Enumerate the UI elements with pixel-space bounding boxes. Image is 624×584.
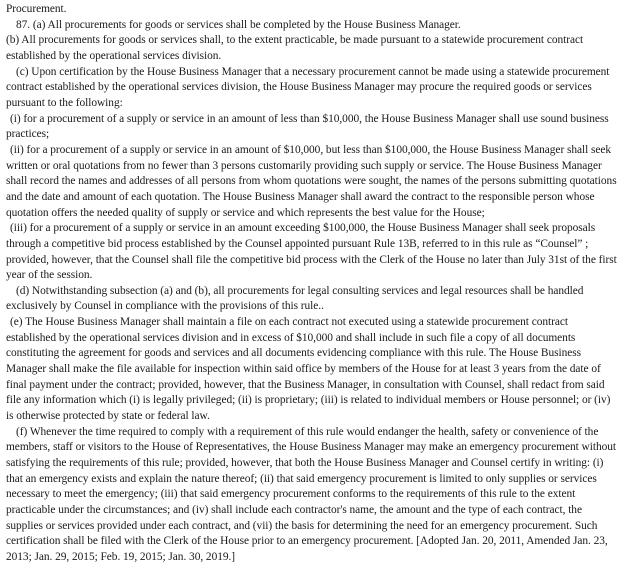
paragraph-c-iii: (iii) for a procurement of a supply or service in an amount exceeding $100,000, the House Business Manager shall seek proposals through a competitive bid process established by the Counsel appointed pursuant Rule 13B, referred to in this rule as “Counsel” ; provided, however, that the Counsel shall file the competitive bid process with the Clerk of the House no later than July 31st of the first year of the session. [6,222,617,282]
paragraph-e: (e) The House Business Manager shall maintain a file on each contract not executed using a statewide procurement contract established by the operational services division and in excess of $10,000 and shall include in such file a copy of all documents constituting the agreement for goods and services and all documents evidencing compliance with this rule. The House Business Manager shall make the file available for inspection within said office by members of the House for at least 3 years from the date of final payment under the contract; provided, however, that the Business Manager, in consultation with Counsel, shall redact from said file any information which (i) is legally privileged; (ii) is proprietary; (iii) is related to individual members or House personnel; or (iv) is otherwise protected by state or federal law. [6,316,611,423]
section-heading: Procurement. [6,3,67,15]
paragraph-87a: 87. (a) All procurements for goods or services shall be completed by the House Business Manager. [16,18,461,31]
paragraph-c: (c) Upon certification by the House Business Manager that a necessary procurement cannot be made using a statewide procurement contract established by the operational services division, the House Business Manager may procure the required goods or services pursuant to the following: [6,65,610,109]
paragraph-b: (b) All procurements for goods or services shall, to the extent practicable, be made pursuant to a statewide procurement contract established by the operational services division. [6,34,584,62]
paragraph-d: (d) Notwithstanding subsection (a) and (b), all procurements for legal consulting services and legal resources shall be handled exclusively by Counsel in compliance with the provisions of this rule.. [6,284,584,313]
paragraph-c-i: (i) for a procurement of a supply or service in an amount of less than $10,000, the House Business Manager shall use sound business practices; [6,112,609,141]
paragraph-f: (f) Whenever the time required to comply with a requirement of this rule would endanger the health, safety or convenience of the members, staff or visitors to the House of Representatives, the House Business Manager may make an emergency procurement without satisfying the requirements of this rule; provided, however, that both the House Business Manager and Counsel certify in writing: (i) that an emergency exists and explain the nature thereof; (ii) that said emergency procurement is limited to only supplies or services necessary to meet the emergency; (iii) that said emergency procurement conforms to the requirements of this rule to the extent practicable under the circumstances; and (iv) shall include each contractor's name, the amount and the type of each contract, the supplies or services provided under each contract, and (vii) the basis for determining the need for an emergency procurement. Such certification shall be filed with the Clerk of the House prior to an emergency procurement. [Adopted Jan. 20, 2011, Amended Jan. 23, 2013; Jan. 29, 2015; Feb. 19, 2015; Jan. 30, 2019.] [6,425,617,563]
paragraph-c-ii: (ii) for a procurement of a supply or service in an amount of $10,000, but less than $100,000, the House Business Manager shall seek written or oral quotations from no fewer than 3 persons customarily providing such supply or service. The House Business Manager shall record the names and addresses of all persons from whom quotations were sought, the names of the persons submitting quotations and the date and amount of each quotation. The House Business Manager shall award the contract to the responsible person whose quotation offers the needed quality of supply or service and which represents the best value for the House; [6,143,617,219]
rule-document [6,2,620,566]
